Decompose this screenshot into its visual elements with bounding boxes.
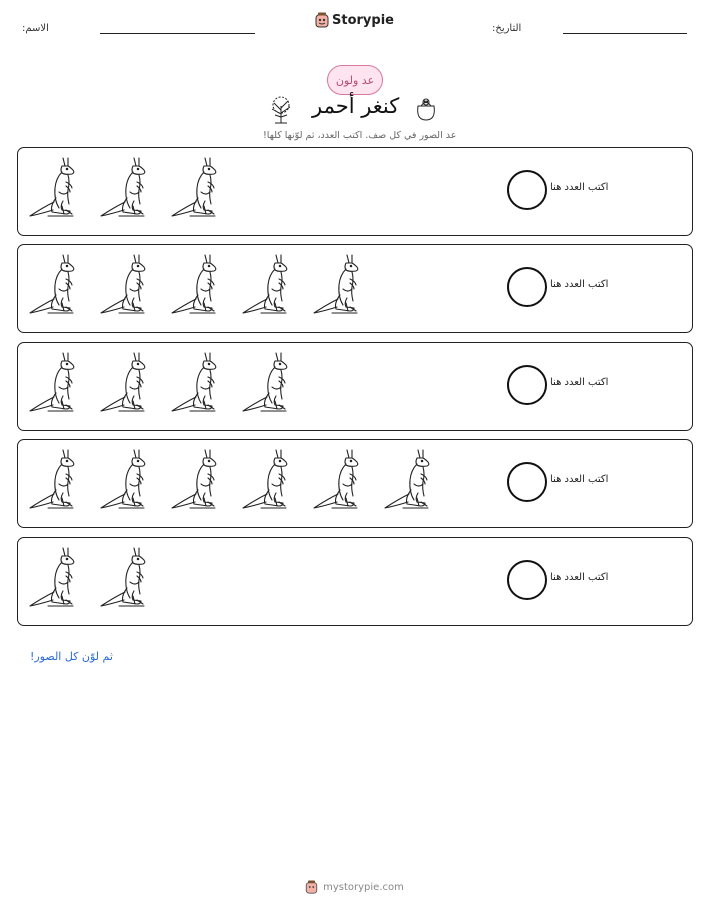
answer-circle[interactable] (507, 462, 547, 502)
write-number-label: اكتب العدد هنا (550, 377, 609, 388)
kangaroo-icon (168, 253, 227, 317)
name-label: الاسم: (22, 23, 49, 34)
kangaroo-icon (239, 253, 298, 317)
count-row (17, 439, 693, 528)
picture-group (26, 156, 227, 226)
write-number-label: اكتب العدد هنا (550, 279, 609, 290)
picture-group (26, 448, 440, 518)
kangaroo-icon (310, 253, 369, 317)
answer-circle[interactable] (507, 365, 547, 405)
write-number-label: اكتب العدد هنا (550, 572, 609, 583)
answer-circle[interactable] (507, 170, 547, 210)
write-number-label: اكتب العدد هنا (550, 182, 609, 193)
storypie-logo-icon (305, 880, 318, 894)
activity-badge: عد ولون (327, 65, 383, 95)
date-line[interactable] (563, 33, 687, 34)
kangaroo-icon (97, 156, 156, 220)
instructions: عد الصور في كل صف. اكتب العدد، ثم لوّنها كلها! (263, 130, 457, 141)
site-url[interactable]: mystorypie.com (323, 881, 404, 893)
kangaroo-icon (97, 253, 156, 317)
name-line[interactable] (100, 33, 255, 34)
title-row (0, 94, 709, 124)
picture-group (26, 253, 369, 323)
kangaroo-icon (26, 351, 85, 415)
write-number-label: اكتب العدد هنا (550, 474, 609, 485)
bag-icon (414, 96, 438, 122)
answer-circle[interactable] (507, 267, 547, 307)
kangaroo-icon (26, 546, 85, 610)
kangaroo-icon (239, 448, 298, 512)
kangaroo-icon (168, 351, 227, 415)
storypie-logo-icon (315, 12, 329, 28)
kangaroo-icon (97, 546, 156, 610)
kangaroo-icon (168, 156, 227, 220)
kangaroo-icon (239, 351, 298, 415)
date-label: التاريخ: (492, 23, 522, 34)
count-row (17, 147, 693, 236)
page-title: كنغر أحمر (312, 94, 400, 118)
picture-group (26, 546, 156, 616)
kangaroo-icon (26, 448, 85, 512)
kangaroo-icon (310, 448, 369, 512)
kangaroo-icon (97, 351, 156, 415)
count-row (17, 537, 693, 626)
kangaroo-icon (168, 448, 227, 512)
kangaroo-icon (26, 156, 85, 220)
count-row (17, 244, 693, 333)
site-footer (0, 880, 709, 894)
picture-group (26, 351, 298, 421)
brand-header (0, 12, 709, 28)
brand-name: Storypie (332, 12, 394, 28)
answer-circle[interactable] (507, 560, 547, 600)
kangaroo-icon (97, 448, 156, 512)
kangaroo-icon (26, 253, 85, 317)
footer-note: ثم لوّن كل الصور! (30, 650, 113, 663)
count-row (17, 342, 693, 431)
tree-icon (266, 96, 296, 124)
kangaroo-icon (381, 448, 440, 512)
